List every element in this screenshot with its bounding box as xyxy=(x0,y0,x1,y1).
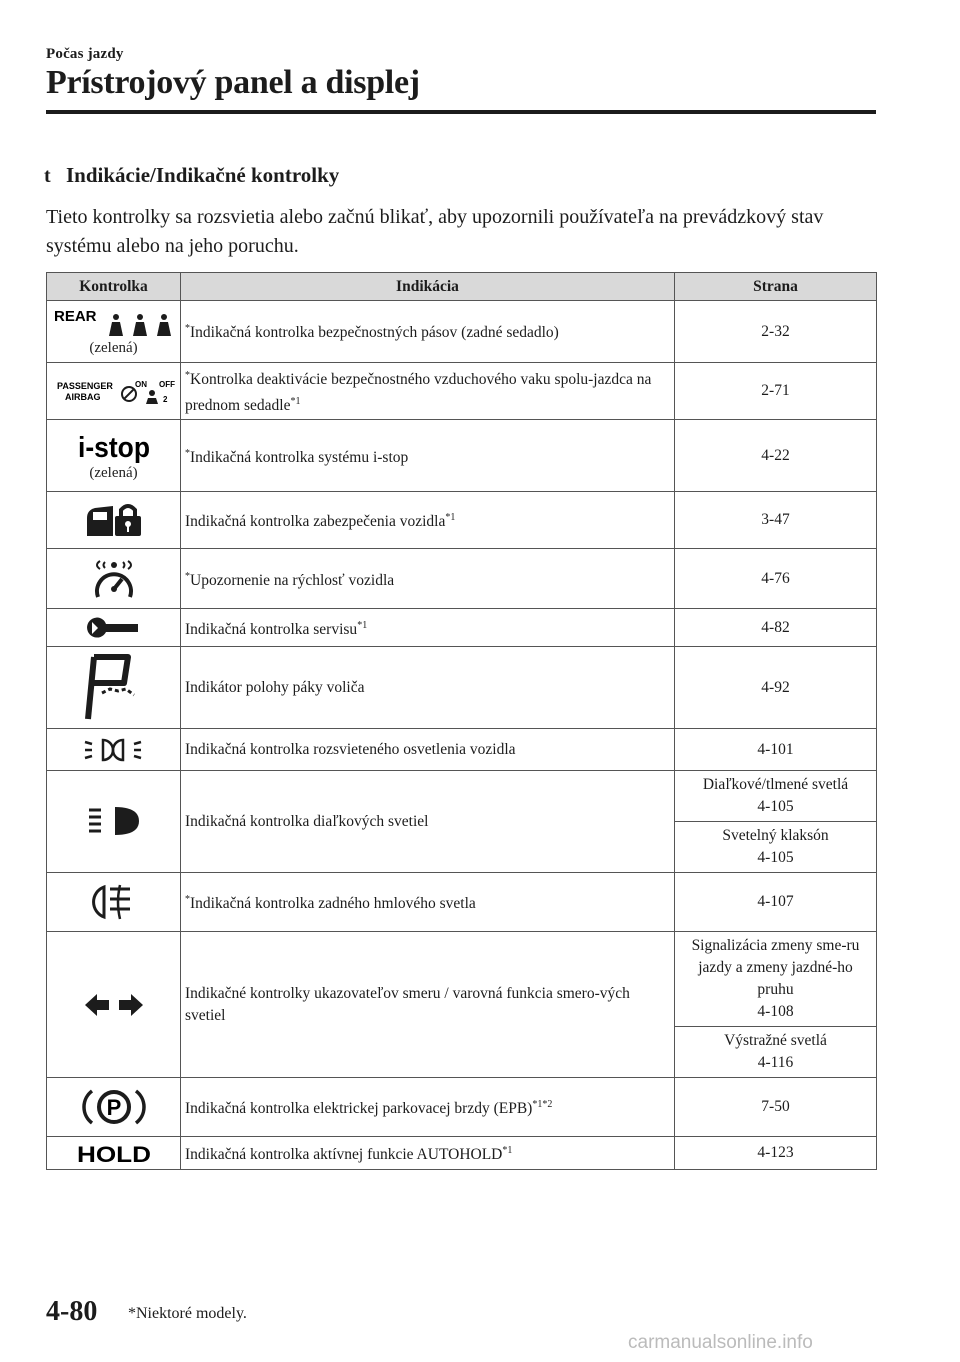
indication-cell xyxy=(181,301,675,363)
table-row xyxy=(47,609,877,647)
indication-text: Indikačné kontrolky ukazovateľov smeru / varovná funkcia smero-vých svetiel xyxy=(185,984,630,1024)
icon-cell xyxy=(47,873,181,932)
rear-seatbelt-icon xyxy=(52,306,176,338)
parking-brake-icon xyxy=(82,1085,146,1129)
page-cell: 2-71 xyxy=(675,363,877,420)
indication-cell xyxy=(181,1078,675,1137)
turn-signal-icon xyxy=(83,992,145,1018)
icon-cell xyxy=(47,1137,181,1170)
parking-p-label: P xyxy=(106,1095,121,1121)
column-header-strana: Strana xyxy=(675,273,877,301)
hold-label: HOLD xyxy=(76,1142,151,1167)
table-row xyxy=(47,301,877,363)
icon-cell xyxy=(47,647,181,729)
airbag-label: AIRBAG xyxy=(65,392,101,403)
indication-text: Indikátor polohy páky voliča xyxy=(185,678,365,696)
table-row xyxy=(47,1078,877,1137)
indication-cell xyxy=(181,932,675,1078)
page-cell: 3-47 xyxy=(675,492,877,549)
indication-text: Indikačná kontrolka diaľkových svetiel xyxy=(185,812,429,830)
rear-fog-icon xyxy=(86,881,142,923)
indication-text: Indikačná kontrolka elektrickej parkovacej brzdy (EPB) xyxy=(185,1100,533,1118)
intro-paragraph: Tieto kontrolky sa rozsvietia alebo začnú blikať, aby upozornili používateľa na prevádzkový stav systému alebo na jeho poruchu. xyxy=(46,206,824,257)
optional-marker: * xyxy=(185,570,190,582)
table-row xyxy=(47,549,877,609)
indication-cell xyxy=(181,729,675,771)
page-cell: 4-82 xyxy=(675,609,877,647)
autohold-icon xyxy=(74,1140,154,1166)
icon-color-note: (zelená) xyxy=(89,464,138,481)
indication-cell xyxy=(181,771,675,873)
footnote-note: *Niektoré modely. xyxy=(128,1305,247,1322)
i-stop-icon xyxy=(74,429,154,463)
indication-cell xyxy=(181,873,675,932)
indication-text: Indikačná kontrolka zadného hmlového svetla xyxy=(190,895,476,913)
running-header-section: Počas jazdy xyxy=(46,46,124,62)
indication-text: Indikačná kontrolka rozsvieteného osvetlenia vozidla xyxy=(185,740,516,758)
footnote-marker: *1 xyxy=(290,396,301,408)
page-cell: Svetelný klaksón 4-105 xyxy=(675,822,877,873)
page-cell: 2-32 xyxy=(675,301,877,363)
i-stop-label: i-stop xyxy=(77,431,150,463)
page-cell: Výstražné svetlá 4-116 xyxy=(675,1027,877,1078)
footnote-marker: *1 xyxy=(445,512,456,524)
icon-cell xyxy=(47,420,181,492)
indication-cell xyxy=(181,492,675,549)
on-label: ON xyxy=(135,380,147,390)
indication-cell xyxy=(181,609,675,647)
page-cell: Diaľkové/tlmené svetlá 4-105 xyxy=(675,771,877,822)
title-divider xyxy=(46,110,876,114)
section-marker: t xyxy=(44,165,51,187)
indication-cell xyxy=(181,549,675,609)
icon-cell xyxy=(47,609,181,647)
page-title: Prístrojový panel a displej xyxy=(46,64,420,101)
seat-number-label: 2 xyxy=(163,395,168,405)
icon-cell xyxy=(47,729,181,771)
indication-text: Indikačná kontrolka bezpečnostných pásov (zadné sedadlo) xyxy=(190,324,559,342)
footnote-marker: *1*2 xyxy=(532,1099,553,1111)
table-row xyxy=(47,420,877,492)
indication-text: Indikačná kontrolka zabezpečenia vozidla xyxy=(185,513,446,531)
page-cell: Signalizácia zmeny sme-ru jazdy a zmeny jazdné-ho pruhu 4-108 xyxy=(675,932,877,1027)
table-row xyxy=(47,647,877,729)
high-beam-icon xyxy=(83,805,145,839)
icon-cell xyxy=(47,492,181,549)
indication-cell xyxy=(181,647,675,729)
optional-marker: * xyxy=(185,447,190,459)
icon-color-note: (zelená) xyxy=(89,339,138,356)
icon-cell xyxy=(47,301,181,363)
gear-position-icon xyxy=(84,653,144,723)
icon-cell xyxy=(47,1078,181,1137)
rear-label: REAR xyxy=(53,307,97,325)
indication-text: Indikačná kontrolka aktívnej funkcie AUTOHOLD xyxy=(185,1146,503,1164)
passenger-airbag-icon xyxy=(51,374,177,408)
table-header-row xyxy=(47,273,877,301)
indication-cell xyxy=(181,363,675,420)
table-row xyxy=(47,729,877,771)
indication-cell xyxy=(181,1137,675,1170)
page-cell: 4-22 xyxy=(675,420,877,492)
table-row xyxy=(47,492,877,549)
footnote-marker: *1 xyxy=(502,1145,513,1157)
indication-text: Upozornenie na rýchlosť vozidla xyxy=(190,571,395,589)
speed-warning-icon xyxy=(86,557,142,601)
indication-text: Kontrolka deaktivácie bezpečnostného vzduchového vaku spolu-jazdca na prednom sedadle xyxy=(185,371,652,415)
icon-cell xyxy=(47,363,181,420)
footnote-marker: *1 xyxy=(357,619,368,631)
indicator-table xyxy=(46,272,877,1170)
table-row xyxy=(47,1137,877,1170)
page-cell: 4-92 xyxy=(675,647,877,729)
page-cell: 4-123 xyxy=(675,1137,877,1170)
page-cell: 4-101 xyxy=(675,729,877,771)
wrench-icon xyxy=(86,616,142,640)
indication-text: Indikačná kontrolka systému i-stop xyxy=(190,448,409,466)
page-cell: 4-76 xyxy=(675,549,877,609)
optional-marker: * xyxy=(185,894,190,906)
security-lock-icon xyxy=(83,502,145,538)
indication-text: Indikačná kontrolka servisu xyxy=(185,620,358,638)
column-header-kontrolka: Kontrolka xyxy=(47,273,181,301)
icon-cell xyxy=(47,932,181,1078)
table-row xyxy=(47,932,877,1027)
page-cell: 4-107 xyxy=(675,873,877,932)
column-header-indikacia: Indikácia xyxy=(181,273,675,301)
icon-cell xyxy=(47,549,181,609)
section-heading-text: Indikácie/Indikačné kontrolky xyxy=(66,163,340,187)
off-label: OFF xyxy=(159,380,175,390)
table-row xyxy=(47,363,877,420)
table-row xyxy=(47,873,877,932)
indication-cell xyxy=(181,420,675,492)
icon-cell xyxy=(47,771,181,873)
section-heading xyxy=(44,163,339,188)
optional-marker: * xyxy=(185,370,190,381)
passenger-label: PASSENGER xyxy=(57,381,113,392)
page-cell: 7-50 xyxy=(675,1078,877,1137)
optional-marker: * xyxy=(185,323,190,335)
table-row xyxy=(47,771,877,822)
watermark: carmanualsonline.info xyxy=(628,1332,813,1353)
side-lights-icon xyxy=(83,737,145,763)
page-number: 4-80 xyxy=(46,1296,98,1327)
